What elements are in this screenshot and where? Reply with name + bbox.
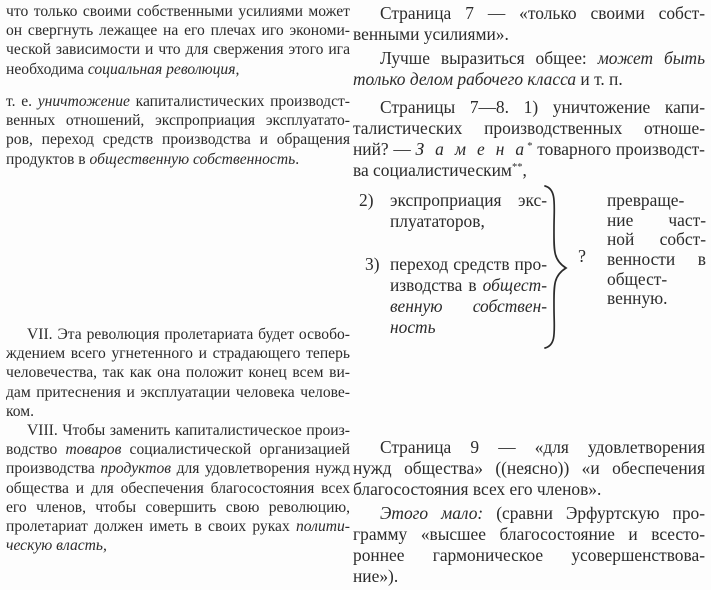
text-run: для удовлетворения нужд bbox=[171, 460, 350, 478]
brace-result-text bbox=[607, 191, 706, 309]
text-run: изводства в bbox=[390, 275, 483, 295]
item-3-text bbox=[390, 254, 547, 338]
text-run: производства bbox=[6, 460, 101, 478]
text-line bbox=[353, 48, 705, 69]
text-run: Этого мало: bbox=[380, 503, 484, 523]
text-line bbox=[6, 479, 350, 498]
text-run: нужд общества» ((неясно)) «и обеспечения bbox=[353, 458, 705, 478]
text-run: VII. Эта революция пролетариата будет освобо- bbox=[27, 326, 350, 343]
text-line bbox=[607, 211, 706, 231]
text-run: социальная революция, bbox=[87, 60, 240, 78]
text-line bbox=[390, 254, 547, 275]
text-run: общест- bbox=[607, 269, 668, 289]
note-better-wording bbox=[353, 48, 705, 90]
text-run: плуататоров, bbox=[390, 211, 485, 231]
text-run: он свергнуть лежащее на его плечах иго экономи- bbox=[6, 22, 350, 40]
footnote-marker: ** bbox=[511, 161, 523, 173]
text-run: ва социалистическим bbox=[353, 159, 512, 180]
paragraph-viii bbox=[6, 421, 350, 555]
text-line bbox=[6, 517, 350, 536]
text-line bbox=[6, 363, 350, 382]
right-curly-brace-icon bbox=[542, 182, 569, 352]
text-run: общества и для обеспечения благосостояния всех bbox=[6, 479, 350, 497]
note-page-7 bbox=[353, 3, 705, 45]
text-run: благосостояния всех его членов». bbox=[353, 479, 602, 499]
text-line bbox=[353, 69, 705, 90]
text-run: З а м е н а bbox=[415, 138, 528, 159]
question-mark: ? bbox=[578, 246, 586, 266]
text-run: продуктов bbox=[100, 460, 172, 478]
text-run: необходима bbox=[6, 60, 88, 78]
text-line bbox=[353, 524, 705, 545]
text-run: продуктов в bbox=[6, 150, 90, 168]
text-run: его членов, чтобы совершить свою революцию, bbox=[6, 498, 350, 516]
text-run: ческой зависимости и что для свержения этого ига bbox=[6, 41, 350, 59]
text-run: человечества, так как она положит конец всем ви- bbox=[6, 364, 350, 382]
text-run: грамму «высшее благосостояние и всесто- bbox=[353, 524, 705, 544]
footnote-marker: * bbox=[527, 140, 533, 152]
text-run: пролетариат должен иметь в своих руках bbox=[6, 517, 296, 535]
text-run: что только своими собственными усилиями может bbox=[6, 3, 350, 20]
numbered-items-list bbox=[357, 190, 547, 338]
text-line bbox=[353, 503, 705, 524]
text-line bbox=[6, 40, 350, 59]
text-line bbox=[607, 289, 706, 309]
text-line bbox=[390, 211, 547, 232]
text-run: переход средств про- bbox=[390, 254, 547, 274]
text-line bbox=[6, 344, 350, 363]
text-line bbox=[6, 21, 350, 40]
text-run: роннее гармоническое усовершенствова- bbox=[353, 545, 705, 565]
text-run: венными усилиями». bbox=[353, 23, 509, 44]
text-line bbox=[353, 458, 705, 479]
item-3-marker: 3) bbox=[365, 254, 380, 274]
text-run: социалистической организацией bbox=[121, 441, 350, 459]
text-run: дам притеснения и эксплуатации человека челове- bbox=[6, 383, 350, 401]
text-line bbox=[6, 421, 350, 440]
text-line bbox=[390, 317, 547, 338]
note-pages-7-8 bbox=[353, 97, 705, 181]
text-line bbox=[353, 139, 705, 160]
text-line bbox=[6, 440, 350, 459]
list-item-3 bbox=[357, 254, 547, 338]
text-run: ком. bbox=[6, 402, 35, 420]
text-line bbox=[353, 160, 705, 181]
text-line bbox=[353, 479, 705, 500]
brace-annotation-group bbox=[353, 190, 705, 365]
text-run: превраще- bbox=[607, 191, 685, 210]
paragraph-vii bbox=[6, 325, 350, 421]
note-page-9 bbox=[353, 437, 705, 500]
text-line bbox=[6, 60, 350, 79]
text-line bbox=[353, 118, 705, 139]
text-run: товаров bbox=[65, 441, 122, 459]
text-line bbox=[6, 325, 350, 344]
right-notes-column bbox=[353, 0, 705, 590]
text-line bbox=[607, 191, 706, 211]
text-line bbox=[353, 97, 705, 118]
list-item-2 bbox=[357, 190, 547, 232]
item-2-marker: 2) bbox=[359, 190, 374, 210]
text-line bbox=[6, 150, 350, 169]
text-line bbox=[6, 498, 350, 517]
text-run: венных отношений, экспроприация эксплуатато- bbox=[6, 112, 350, 130]
text-run: ние част- bbox=[607, 210, 706, 230]
text-line bbox=[390, 190, 547, 211]
text-run: ров, переход средств производства и обращения bbox=[6, 131, 350, 149]
text-run: талистических производственных отноше- bbox=[353, 117, 705, 138]
text-run: Страница 7 — «только своими собст- bbox=[380, 3, 705, 23]
text-run: , bbox=[522, 159, 527, 180]
text-line bbox=[353, 437, 705, 458]
paragraph-abolition-of-relations bbox=[6, 92, 350, 169]
text-run: капиталистических производст- bbox=[129, 93, 350, 110]
text-line bbox=[353, 3, 705, 24]
text-run: ческую власть, bbox=[6, 537, 107, 555]
text-run: VIII. Чтобы заменить капиталистическое произ- bbox=[27, 422, 350, 439]
text-run: т. е. bbox=[6, 93, 38, 110]
text-run: и т. п. bbox=[576, 68, 623, 89]
text-line bbox=[6, 130, 350, 149]
text-line bbox=[6, 383, 350, 402]
text-run: Страницы 7—8. 1) уничтожение капи- bbox=[380, 97, 705, 117]
text-run: может быть bbox=[597, 48, 705, 68]
text-run: общественную собственность bbox=[89, 150, 296, 168]
text-line bbox=[607, 250, 706, 270]
text-line bbox=[353, 24, 705, 45]
text-run: экспроприация экс- bbox=[390, 190, 547, 210]
text-run: полити- bbox=[295, 517, 350, 535]
text-run: (сравни Эрфуртскую про- bbox=[483, 503, 705, 523]
text-run: венную. bbox=[607, 289, 668, 309]
text-run: общест- bbox=[482, 275, 547, 295]
text-run: водство bbox=[6, 441, 66, 459]
text-line bbox=[607, 230, 706, 250]
text-line bbox=[6, 92, 350, 111]
left-text-column bbox=[6, 0, 350, 590]
text-run: Страница 9 — «для удовлетворения bbox=[380, 437, 705, 457]
text-line bbox=[6, 536, 350, 555]
text-run: ной собст- bbox=[607, 230, 706, 250]
note-erfurt-program bbox=[353, 503, 705, 587]
text-run: товарного производст- bbox=[532, 138, 705, 159]
paragraph-social-revolution bbox=[6, 2, 350, 79]
text-line bbox=[6, 2, 350, 21]
text-line bbox=[607, 270, 706, 290]
text-line bbox=[390, 296, 547, 317]
text-line bbox=[353, 545, 705, 566]
text-run: . bbox=[295, 150, 300, 168]
text-run: уничтожение bbox=[37, 93, 130, 110]
text-run: Лучше выразиться общее: bbox=[380, 48, 598, 68]
text-line bbox=[353, 566, 705, 587]
text-run: ность bbox=[390, 317, 436, 337]
text-line bbox=[6, 459, 350, 478]
text-run: только делом рабочего класса bbox=[353, 68, 577, 89]
text-run: венности в bbox=[607, 250, 706, 270]
text-run: ние»). bbox=[353, 566, 399, 586]
text-line bbox=[390, 275, 547, 296]
text-run: ний? — bbox=[353, 138, 416, 159]
text-run: венную собствен- bbox=[390, 296, 547, 316]
text-line bbox=[6, 111, 350, 130]
text-run: ждением всего угнетенного и страдающего теперь bbox=[6, 345, 350, 363]
item-2-text bbox=[390, 190, 547, 232]
text-line bbox=[6, 402, 350, 421]
